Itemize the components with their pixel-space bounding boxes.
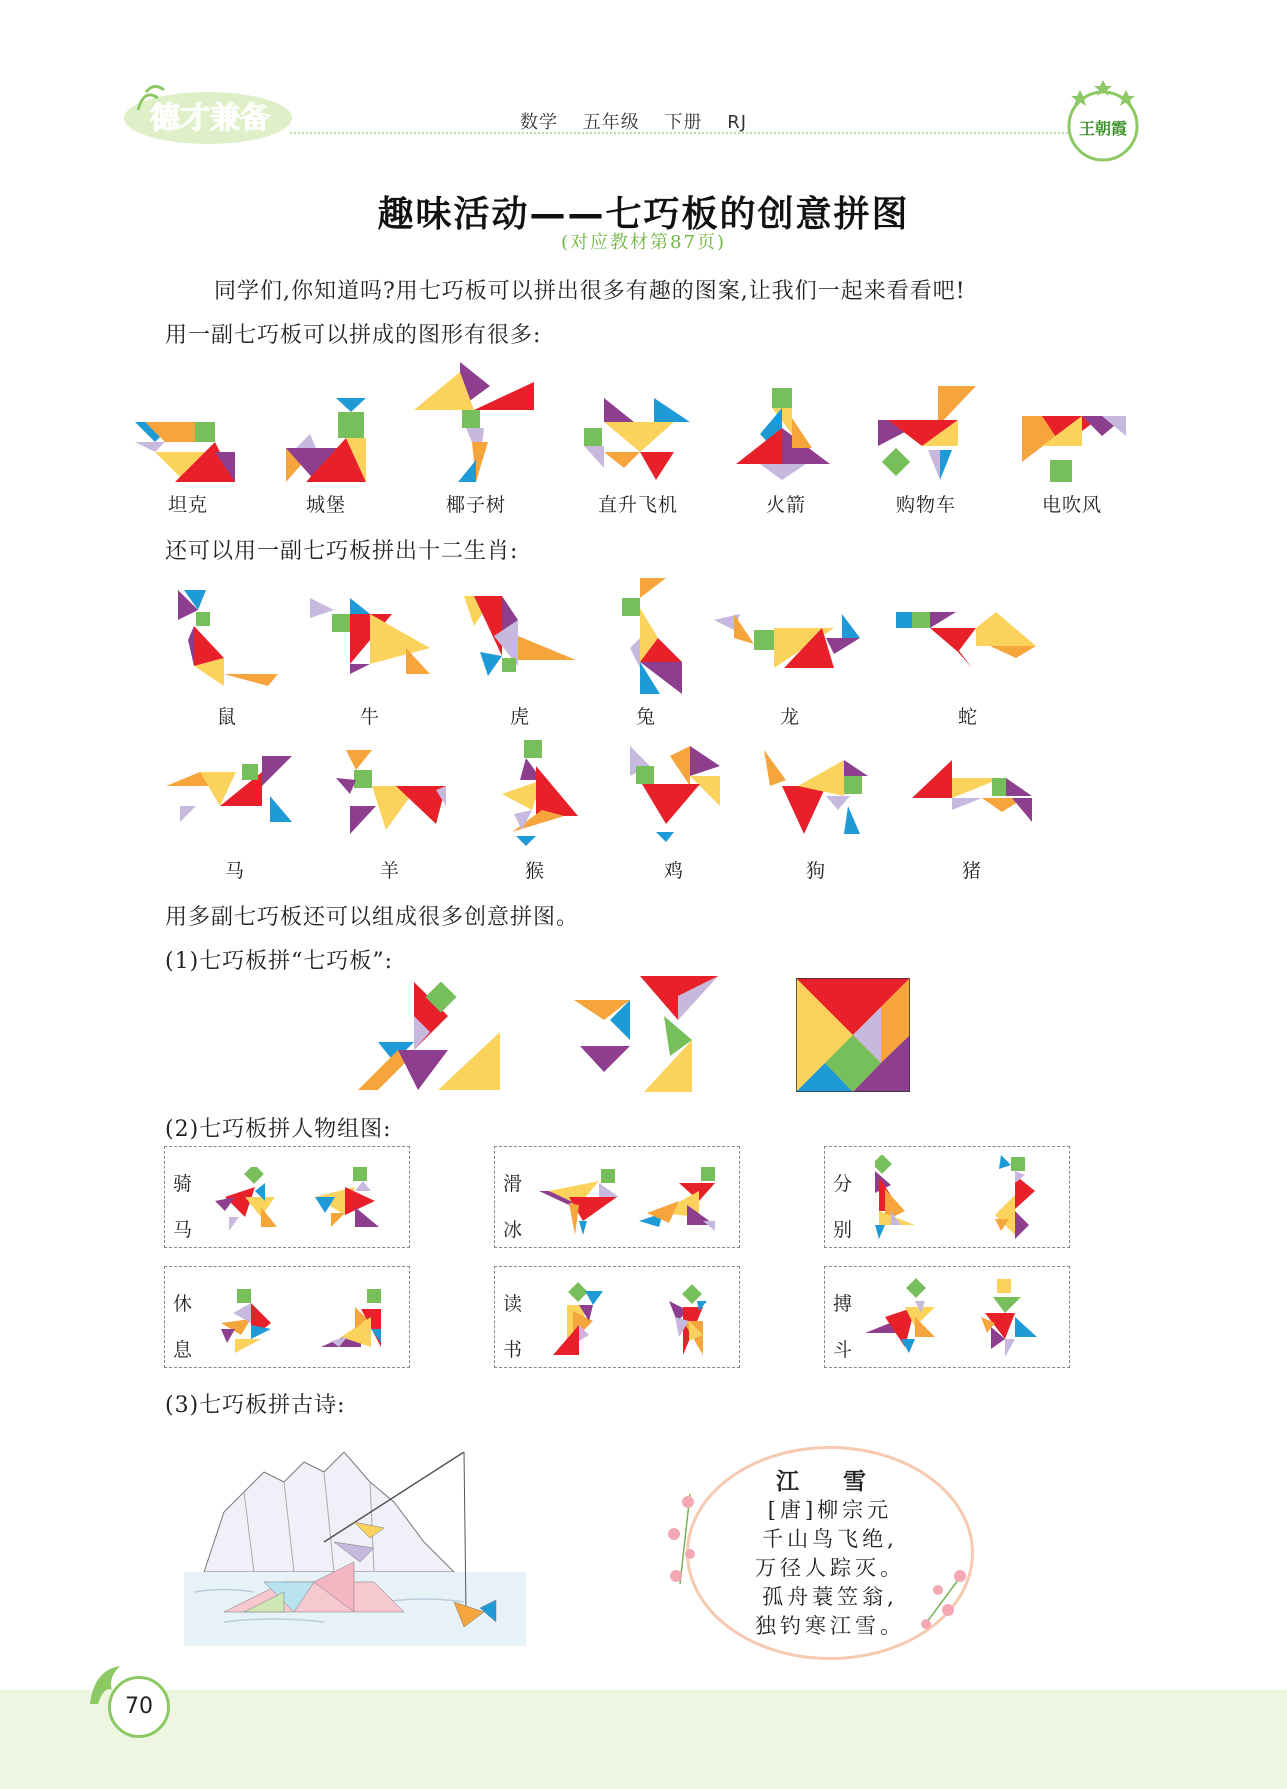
brand-logo xyxy=(118,80,293,146)
tangram-coconut-tree xyxy=(414,362,536,482)
tangram-reading-pair xyxy=(549,1281,729,1357)
label-helicopter: 直升飞机 xyxy=(597,494,678,516)
tangram-skating-pair xyxy=(539,1165,729,1237)
section3-heading: 用多副七巧板还可以组成很多创意拼图。 xyxy=(165,905,580,930)
header-edition: RJ xyxy=(727,112,748,133)
label-coconut-tree: 椰子树 xyxy=(445,494,506,516)
label-dog: 狗 xyxy=(805,860,826,882)
group-label-1b: 马 xyxy=(173,1219,193,1241)
label-castle: 城堡 xyxy=(305,494,346,516)
group-box-farewell xyxy=(824,1146,1070,1248)
tangram-sheep xyxy=(336,750,446,834)
river-snow-illustration xyxy=(184,1452,526,1646)
group-box-rest xyxy=(164,1266,410,1368)
tangram-monkey xyxy=(502,740,582,846)
tangram-castle xyxy=(286,398,366,482)
tangram-riding-pair xyxy=(215,1167,395,1237)
group-box-fight xyxy=(824,1266,1070,1368)
poem-line-2: 万径人踪灭。 xyxy=(755,1556,905,1580)
header-grade: 五年级 xyxy=(582,112,640,133)
tangram-tiger xyxy=(464,596,576,676)
page-subtitle: (对应教材第87页) xyxy=(561,232,726,253)
label-horse: 马 xyxy=(224,860,245,882)
header-meta xyxy=(520,108,765,134)
page-number: 70 xyxy=(108,1676,170,1738)
group-label-2a: 滑 xyxy=(503,1173,523,1195)
svg-text:德才兼备: 德才兼备 xyxy=(150,101,270,136)
label-snake: 蛇 xyxy=(957,706,978,728)
part3-heading: (3)七巧板拼古诗: xyxy=(165,1393,346,1418)
group-box-reading xyxy=(494,1266,740,1368)
group-label-5a: 读 xyxy=(503,1293,523,1315)
tangram-word-qiao xyxy=(574,976,718,1092)
tangram-dragon xyxy=(714,604,864,668)
tangram-helicopter xyxy=(584,398,690,480)
label-pig: 猪 xyxy=(961,860,982,882)
label-hair-dryer: 电吹风 xyxy=(1041,494,1102,516)
poem-line-3: 孤舟蓑笠翁, xyxy=(762,1585,898,1609)
header-subject: 数学 xyxy=(520,112,558,133)
tangram-snake xyxy=(896,612,1036,668)
label-rocket: 火箭 xyxy=(765,494,806,516)
tangram-farewell-pair xyxy=(875,1155,1055,1241)
label-sheep: 羊 xyxy=(379,860,400,882)
label-tank: 坦克 xyxy=(167,494,208,516)
page-title: 趣味活动——七巧板的创意拼图 xyxy=(377,194,910,235)
section1-heading: 用一副七巧板可以拼成的图形有很多: xyxy=(165,323,542,348)
poem-line-1: 千山鸟飞绝, xyxy=(762,1527,898,1551)
part1-heading: (1)七巧板拼“七巧板”: xyxy=(165,949,394,974)
tangram-rat xyxy=(178,590,278,686)
svg-text:王朝霞: 王朝霞 xyxy=(1078,119,1128,138)
label-rabbit: 兔 xyxy=(635,706,656,728)
tangram-rabbit xyxy=(620,578,682,694)
group-label-4a: 休 xyxy=(173,1293,193,1315)
tangram-ox xyxy=(310,598,430,674)
group-label-1a: 骑 xyxy=(173,1173,193,1195)
tangram-square xyxy=(796,978,910,1092)
tangram-rocket xyxy=(736,388,830,480)
group-label-2b: 冰 xyxy=(503,1219,523,1241)
tangram-fight-pair xyxy=(865,1277,1055,1361)
tangram-rooster xyxy=(630,746,720,842)
label-ox: 牛 xyxy=(359,706,380,728)
tangram-rest-pair xyxy=(221,1289,401,1357)
section2-heading: 还可以用一副七巧板拼出十二生肖: xyxy=(165,539,519,564)
intro-text: 同学们,你知道吗?用七巧板可以拼出很多有趣的图案,让我们一起来看看吧! xyxy=(214,279,966,304)
badge-logo xyxy=(1062,76,1144,166)
group-label-6b: 斗 xyxy=(833,1339,853,1361)
group-label-3b: 别 xyxy=(833,1219,853,1241)
tangram-dog xyxy=(764,750,868,834)
tangram-tank xyxy=(135,412,245,482)
label-monkey: 猴 xyxy=(524,860,545,882)
plum-blossom-right xyxy=(918,1566,970,1634)
plum-blossom-left xyxy=(660,1494,704,1584)
header-volume: 下册 xyxy=(664,112,703,133)
tangram-pig xyxy=(912,760,1032,822)
group-label-4b: 息 xyxy=(173,1339,193,1361)
poem-author: [唐]柳宗元 xyxy=(767,1498,893,1522)
group-label-5b: 书 xyxy=(503,1339,523,1361)
group-label-6a: 搏 xyxy=(833,1293,853,1315)
group-label-3a: 分 xyxy=(833,1173,853,1195)
label-rooster: 鸡 xyxy=(663,860,684,882)
poem-line-4: 独钓寒江雪。 xyxy=(755,1614,905,1638)
label-dragon: 龙 xyxy=(779,706,800,728)
tangram-hair-dryer xyxy=(1022,416,1126,482)
group-box-riding xyxy=(164,1146,410,1248)
label-tiger: 虎 xyxy=(509,706,530,728)
part2-heading: (2)七巧板拼人物组图: xyxy=(165,1117,392,1142)
group-box-skating xyxy=(494,1146,740,1248)
tangram-horse xyxy=(166,756,292,822)
label-shopping-cart: 购物车 xyxy=(895,494,956,516)
tangram-shopping-cart xyxy=(878,386,976,480)
footer-band xyxy=(0,1690,1287,1789)
label-rat: 鼠 xyxy=(216,706,237,728)
poem-title: 江 雪 xyxy=(775,1468,884,1495)
tangram-word-qi xyxy=(358,982,500,1090)
